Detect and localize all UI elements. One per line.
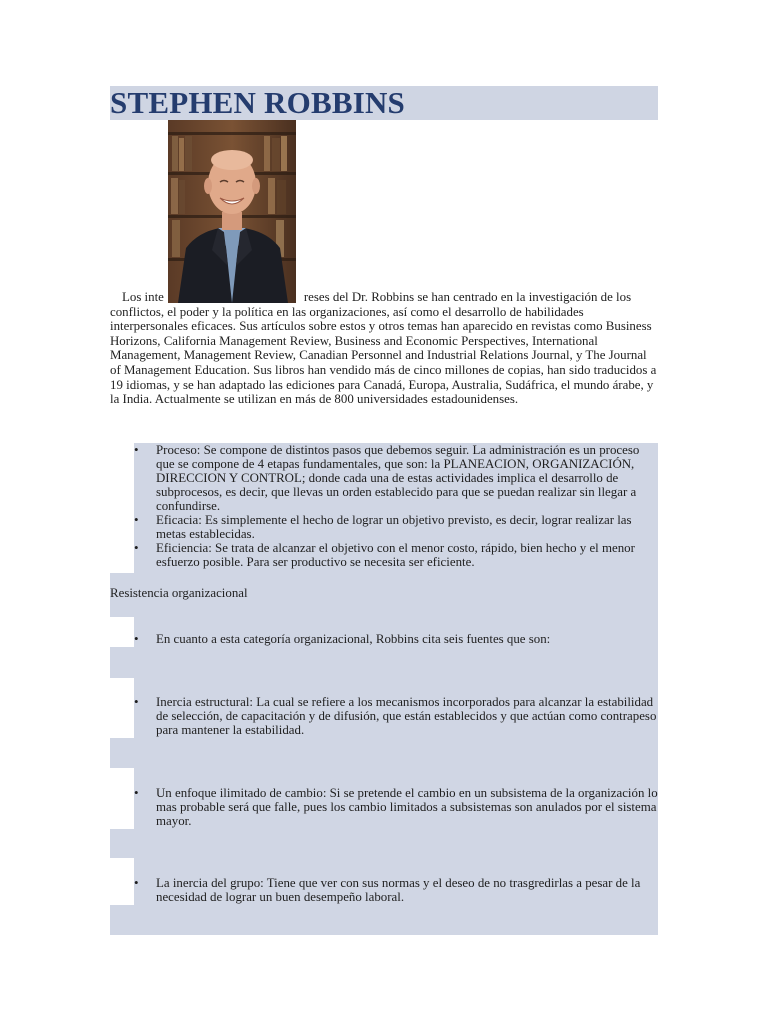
resistance-list bbox=[134, 786, 658, 828]
list-item: • En cuanto a esta categoría organizacional, Robbins cita seis fuentes que son: bbox=[134, 632, 658, 646]
resistance-list bbox=[134, 695, 658, 737]
page-title: STEPHEN ROBBINS bbox=[110, 85, 406, 120]
list-item: • La inercia del grupo: Tiene que ver con sus normas y el deseo de no trasgredirlas a pesar de la necesidad de lograr un buen desempeño laboral. bbox=[134, 876, 658, 904]
section-heading: Resistencia organizacional bbox=[110, 586, 248, 600]
list-item: • Eficiencia: Se trata de alcanzar el objetivo con el menor costo, rápido, bien hecho y el menor esfuerzo posible. Para ser productivo se necesita ser eficiente. bbox=[134, 541, 658, 569]
resistance-highlight bbox=[110, 829, 658, 858]
list-item: • Inercia estructural: La cual se refiere a los mecanismos incorporados para alcanzar la estabilidad de selección, de capacitación y de difusión, que están establecidos y que actúan como contrapeso para mantener la estabilidad. bbox=[134, 695, 658, 737]
list-item: • Un enfoque ilimitado de cambio: Si se pretende el cambio en un subsistema de la organización lo mas probable será que falle, pues los cambio limitados a subsistemas son anulados por el sistema mayor. bbox=[134, 786, 658, 828]
list-item: • Proceso: Se compone de distintos pasos que debemos seguir. La administración es un proceso que se compone de 4 etapas fundamentales, que son: la PLANEACION, ORGANIZACIÓN, DIRECCION Y CONTROL; donde cada una de estas actividades implica el desarrollo de subprocesos, es decir, que llevas un orden establecido para que se puedan realizar sin llegar a confundirse. bbox=[134, 443, 658, 513]
resistance-list bbox=[134, 876, 658, 904]
concepts-list bbox=[134, 443, 658, 569]
resistance-highlight bbox=[110, 738, 658, 768]
resistance-highlight bbox=[110, 905, 658, 935]
portrait-image bbox=[168, 120, 296, 303]
list-item: • Eficacia: Es simplemente el hecho de lograr un objetivo previsto, es decir, lograr realizar las metas establecidas. bbox=[134, 513, 658, 541]
intro-lead: Los inte bbox=[122, 290, 164, 304]
resistance-highlight bbox=[110, 647, 658, 678]
intro-paragraph bbox=[110, 290, 660, 407]
intro-text: reses del Dr. Robbins se han centrado en la investigación de los conflictos, el poder y la política en las organizaciones, así como el desarrollo de habilidades interpersonales eficaces. Sus artículos sobre estos y otros temas han aparecido en revistas como Business Horizons, California Management Review, Business and Economic Perspectives, International Management, Management Review, Canadian Personnel and Industrial Relations Journal, y The Journal of Management Education. Sus libros han vendido más de cinco millones de copias, han sido traducidos a 19 idiomas, y se han adaptado las ediciones para Canadá, Europa, Australia, Sudáfrica, el mundo árabe, y la India. Actualmente se utilizan en más de 800 universidades estadounidenses. bbox=[110, 290, 657, 407]
author-photo bbox=[168, 120, 296, 303]
resistance-list bbox=[134, 632, 658, 646]
